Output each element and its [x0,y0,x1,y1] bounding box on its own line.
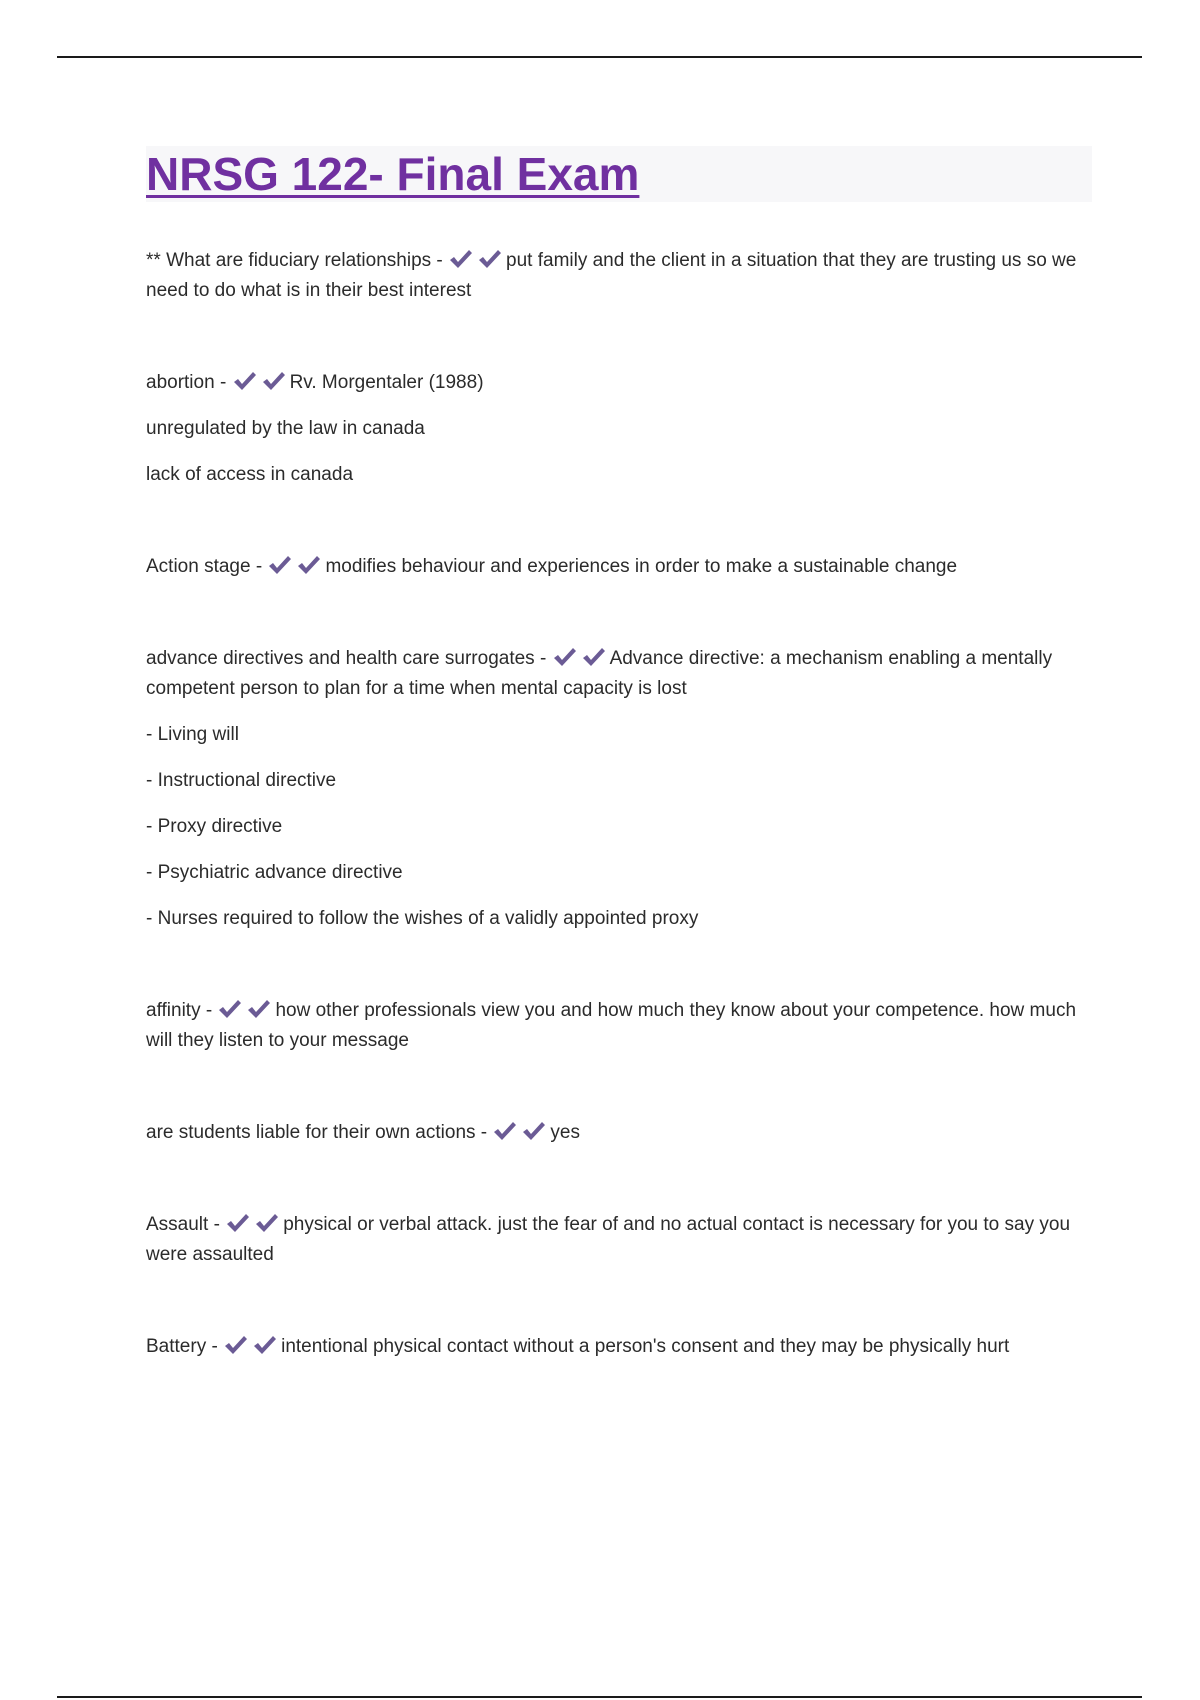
flashcard-detail-line: - Instructional directive [146,770,337,791]
flashcard-line [146,1332,1092,1362]
flashcard-detail-line: lack of access in canada [146,464,354,485]
check-mark-icon [232,370,258,392]
flashcard-entry [146,246,1092,306]
top-divider [57,56,1142,58]
flashcard-line [146,1210,1092,1270]
check-mark-icon [261,370,287,392]
double-check-icon [223,1332,281,1362]
check-mark-icon [552,646,578,668]
bottom-divider [57,1696,1142,1698]
check-mark-icon [296,554,322,576]
double-check-icon [267,552,325,582]
check-mark-icon [217,998,243,1020]
flashcard-line [146,552,1092,582]
flashcard-term: advance directives and health care surrogates - [146,648,547,669]
flashcard-answer: Rv. Morgentaler (1988) [289,372,484,393]
double-check-icon [232,368,290,398]
check-mark-icon [521,1120,547,1142]
flashcard-term: abortion - [146,372,227,393]
double-check-icon [217,996,275,1026]
check-mark-icon [448,248,474,270]
check-mark-icon [252,1334,278,1356]
flashcard-detail-line: - Proxy directive [146,816,283,837]
flashcard-line [146,368,1092,398]
flashcard-line [146,644,1092,704]
flashcard-line [146,246,1092,306]
flashcard-term: ** What are fiduciary relationships - [146,250,443,271]
flashcard-answer: modifies behaviour and experiences in order to make a sustainable change [325,556,958,577]
page-title: NRSG 122- Final Exam [146,148,640,200]
check-mark-icon [246,998,272,1020]
flashcard-detail-line: - Nurses required to follow the wishes of a validly appointed proxy [146,908,699,929]
flashcard-entry [146,1118,1092,1148]
flashcard-detail-line: unregulated by the law in canada [146,418,425,439]
flashcard-detail-line: - Living will [146,724,239,745]
check-mark-icon [477,248,503,270]
flashcard-entry [146,644,1092,934]
flashcard-term: affinity - [146,1000,213,1021]
flashcard-line [146,996,1092,1056]
flashcard-answer: intentional physical contact without a person's consent and they may be physically hurt [281,1336,1010,1357]
flashcard-entry [146,996,1092,1056]
double-check-icon [492,1118,550,1148]
flashcard-answer: how other professionals view you and how much they know about your competence. how much will they listen to your message [146,1000,1077,1051]
flashcard-detail-line: - Psychiatric advance directive [146,862,403,883]
flashcard-term: Assault - [146,1214,220,1235]
flashcard-answer: yes [550,1122,580,1143]
flashcard-term: are students liable for their own actions - [146,1122,488,1143]
double-check-icon [552,644,610,674]
check-mark-icon [492,1120,518,1142]
double-check-icon [225,1210,283,1240]
check-mark-icon [225,1212,251,1234]
double-check-icon [448,246,506,276]
flashcard-list [146,246,1092,1424]
flashcard-term: Battery - [146,1336,218,1357]
flashcard-line [146,1118,1092,1148]
check-mark-icon [254,1212,280,1234]
flashcard-entry [146,552,1092,582]
check-mark-icon [223,1334,249,1356]
check-mark-icon [581,646,607,668]
check-mark-icon [267,554,293,576]
flashcard-entry [146,1210,1092,1270]
flashcard-answer: Advance directive: a mechanism enabling a mentally competent person to plan for a time when mental capacity is lost [146,648,1053,699]
flashcard-answer: put family and the client in a situation that they are trusting us so we need to do what is in their best interest [146,250,1077,301]
flashcard-term: Action stage - [146,556,263,577]
flashcard-answer: physical or verbal attack. just the fear of and no actual contact is necessary for you to say you were assaulted [146,1214,1071,1265]
flashcard-entry [146,1332,1092,1362]
flashcard-entry [146,368,1092,490]
